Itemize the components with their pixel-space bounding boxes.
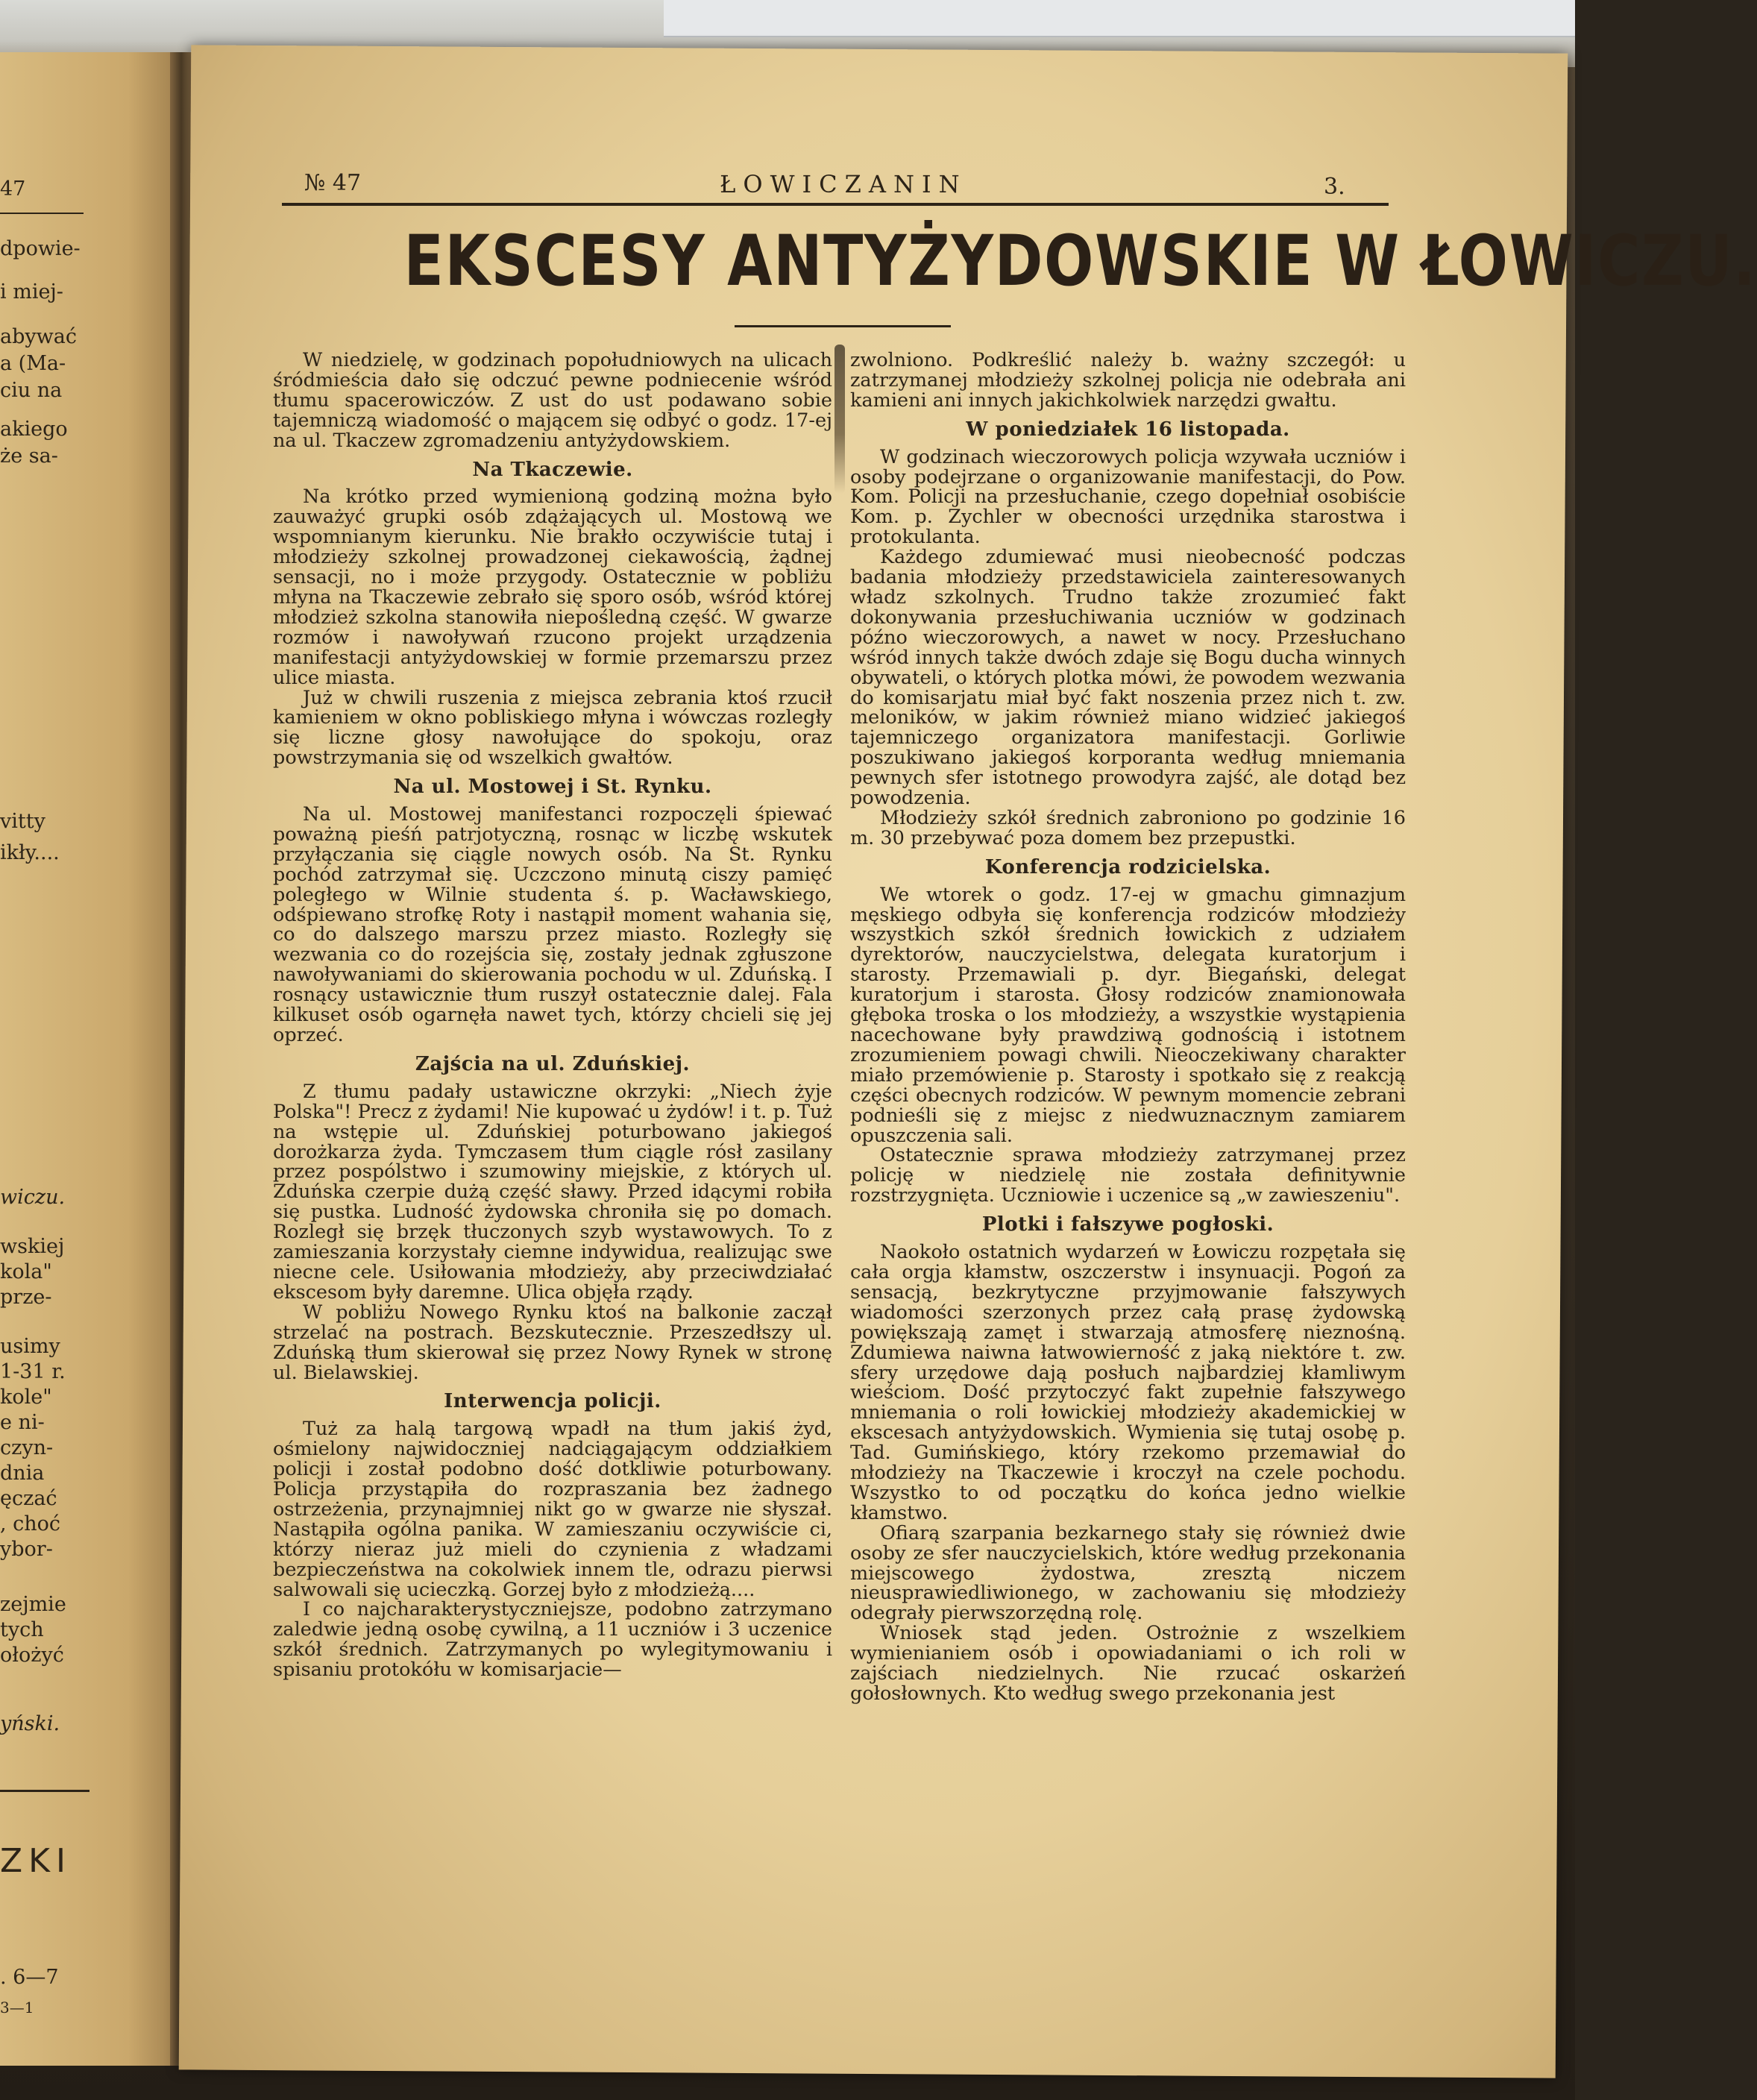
section-heading: W poniedziałek 16 listopada. xyxy=(966,418,1290,441)
paragraph: Na ul. Mostowej manifestanci rozpoczęli śpiewać poważną pieśń patrjotyczną, rosnąc w liczbę wskutek przyłączania się ciągle nowych osób. Na St. Rynku pochód zatrzymał się. Uczczono minutą ciszy pamięć poległego w Wilnie studenta ś. p. Wacławskiego, odśpiewano strofkę Roty i nastąpił moment wahania się, co do dalszego marszu przez miasto. Rozległy się wezwania co do rozejścia się, zostały jednak zgłuszone nawoływaniami do skierowania pochodu w ul. Zduńską. I rosnący ustawicznie tłum ruszył ostatecznie dalej. Fala kilkuset osób ogarnęła nawet tych, którzy chcieli się jej oprzeć. xyxy=(273,803,832,1046)
article-column-right xyxy=(850,350,1406,1704)
left-page-line: akiego xyxy=(0,418,68,441)
paragraph: Na krótko przed wymienioną godziną można było zauważyć grupki osób zdążających ul. Mostową we wspomnianym kierunku. Nie brakło oczywiście tutaj i młodzieży szkolnej prowadzonej ciekawością, żądnej sensacji, no i może przygody. Ostatecznie w pobliżu młyna na Tkaczewie zebrało się sporo osób, wśród której młodzież szkolna stanowiła niepośledną część. W gwarze rozmów i nawoływań rzucono projekt urządzenia manifestacji antyżydowskiej w formie przemarszu przez ulice miasta. xyxy=(273,485,832,689)
previous-page xyxy=(0,52,183,2066)
newspaper-title: ŁOWICZANIN xyxy=(720,170,967,198)
paragraph: Każdego zdumiewać musi nieobecność podczas badania młodzieży przedstawiciela zainteresowanych władz szkolnych. Trudno także zrozumieć fakt dokonywania przesłuchiwania uczniów w godzinach późno wieczorowych, a nawet w nocy. Przesłuchano wśród innych także dwóch zdaje się Bogu ducha winnych obywateli, o których plotka mówi, że powodem wezwania do komisarjatu miał być fakt noszenia przez nich t. zw. meloników, w jakim również miano widzieć jakiegoś tajemniczego organizatora manifestacji. Gorliwie poszukiwano jakiegoś korporanta według mniemania pewnych sfer istotnego prowodyra zajść, ale dotąd bez powodzenia. xyxy=(850,546,1406,810)
left-page-line: kole" xyxy=(0,1386,52,1409)
left-page-line: że sa- xyxy=(0,444,58,468)
section-heading: Zajścia na ul. Zduńskiej. xyxy=(415,1052,691,1075)
paragraph: We wtorek o godz. 17-ej w gmachu gimnazjum męskiego odbyła się konferencja rodziców młodzieży wszystkich szkół średnich łowickich z udziałem dyrektorów, nauczycielstwa, delegata kuratorjum i starosty. Przemawiali p. dyr. Biegański, delegat kuratorjum i starosta. Głosy rodziców znamionowała głęboka troska o los młodzieży, a wszystkie wystąpienia nacechowane były prawdziwą godnością i istotnem zrozumieniem powagi chwili. Nieoczekiwany charakter miało przemówienie p. Starosty i spotkało się z reakcją części obecnych rodziców. W pewnym momencie zebrani podnieśli się z miejsc z niedwuznacznym zamiarem opuszczenia sali. xyxy=(850,883,1406,1147)
paragraph: W niedzielę, w godzinach popołudniowych na ulicach śródmieścia dało się odczuć pewne podniecenie wśród tłumu spacerowiczów. Z ust do ust podawano sobie tajemniczą wiadomość o mającem się odbyć o godz. 17-ej na ul. Tkaczew zgromadzeniu antyżydowskiem. xyxy=(273,349,832,452)
section-heading: Plotki i fałszywe pogłoski. xyxy=(981,1213,1274,1236)
left-page-line: prze- xyxy=(0,1286,52,1309)
left-page-line: ciu na xyxy=(0,379,63,402)
left-page-line: 3—1 xyxy=(0,1999,34,2016)
left-page-line: 1-31 r. xyxy=(0,1360,66,1383)
left-page-line: ikły.... xyxy=(0,841,60,864)
left-page-line: tych xyxy=(0,1618,44,1641)
paragraph: zwolniono. Podkreślić należy b. ważny szczegół: u zatrzymanej młodzieży szkolnej policja nie odebrała ani kamieni ani innych jakichkolwiek narzędzi gwałtu. xyxy=(850,349,1406,412)
section-heading: Interwencja policji. xyxy=(444,1390,661,1413)
left-page-line: dpowie- xyxy=(0,237,81,260)
section-heading: Na Tkaczewie. xyxy=(472,458,633,481)
paragraph: Ofiarą szarpania bezkarnego stały się również dwie osoby ze sfer nauczycielskich, które według przekonania miejscowego żydostwa, zresztą niczem nieusprawiedliwionego, w zachowaniu się młodzieży odegrały pierwszorzędną rolę. xyxy=(850,1521,1406,1625)
left-page-line: zejmie xyxy=(0,1593,66,1616)
paragraph: W pobliżu Nowego Rynku ktoś na balkonie zaczął strzelać na postrach. Bezskutecznie. Przeszedłszy ul. Zduńską tłum skierował się przez Nowy Rynek w stronę ul. Bielawskiej. xyxy=(273,1301,832,1384)
left-page-line: vitty xyxy=(0,810,45,833)
headline-rule xyxy=(735,325,951,327)
issue-number: № 47 xyxy=(304,170,362,196)
left-page-line: 47 xyxy=(0,177,26,201)
left-page-heading: ZKI xyxy=(0,1842,72,1880)
left-page-rule xyxy=(0,1790,89,1792)
left-page-line: ybor- xyxy=(0,1538,53,1561)
article-column-left xyxy=(273,350,832,1680)
left-page-line: wiczu. xyxy=(0,1186,66,1209)
paragraph: Naokoło ostatnich wydarzeń w Łowiczu rozpętała się cała orgja kłamstw, oszczerstw i insynuacji. Pogoń za sensacją, bezkrytyczne przyjmowanie fałszywych wiadomości szerzonych przez całą prasę żydowską powiększają zamęt i stwarzają atmosferę nieznośną. Zdumiewa naiwna łatwowierność z jaką niektóre t. zw. sfery urzędowe dają posłuch najbardziej kłamliwym wieściom. Dość przytoczyć fakt zupełnie fałszywego mniemania o roli łowickiej młodzieży akademickiej w ekscesach antyżydowskich. Wymienia się tutaj osobę p. Tad. Gumińskiego, który rzekomo przemawiał do młodzieży na Tkaczewie i kroczył na czele pochodu. Wszystko to od początku do końca jedno wielkie kłamstwo. xyxy=(850,1241,1406,1524)
left-page-line: wskiej xyxy=(0,1235,65,1258)
paragraph: Tuż za halą targową wpadł na tłum jakiś żyd, ośmielony najwidoczniej nadciągającym oddziałkiem policji i został podobno dość dotkliwie poturbowany. Policja przystąpiła do rozpraszania bez żadnego ostrzeżenia, przynajmniej nikt go w gwarze nie słyszał. Nastąpiła ogólna panika. W zamieszaniu oczywiście ci, którzy nieraz już mieli do czynienia z władzami bezpieczeństwa na cokolwiek innem tle, odrazu pierwsi salwowali się ucieczką. Gorzej było z młodzieżą.... xyxy=(273,1418,832,1601)
section-heading: Na ul. Mostowej i St. Rynku. xyxy=(393,776,712,799)
paragraph: Z tłumu padały ustawiczne okrzyki: „Niech żyje Polska"! Precz z żydami! Nie kupować u żydów! i t. p. Tuż na wstępie ul. Zduńskiej poturbowano jakiegoś dorożkarza żyda. Tymczasem tłum ciągle rósł zasilany przez pospólstwo i szumowiny miejskie, z których ul. Zduńska czerpie dużą część sławy. Przed idącymi robiła się pustka. Ludność żydowska chroniła się po domach. Rozległ się brzęk tłuczonych szyb wystawowych. To z zamieszania korzystały ciemne indywidua, realizując swe niecne cele. Usiłowania młodzieży, aby przeciwdziałać ekscesom były daremne. Ulica objęła rządy. xyxy=(273,1080,832,1304)
left-page-line: . 6—7 xyxy=(0,1966,59,1989)
section-heading: Konferencja rodzicielska. xyxy=(984,855,1272,878)
paragraph: Ostatecznie sprawa młodzieży zatrzymanej przez policję w niedzielę nie została definitywnie rozstrzygnięta. Uczniowie i uczenice są „w zawieszeniu". xyxy=(850,1144,1406,1207)
paragraph: W godzinach wieczorowych policja wzywała uczniów i osoby podejrzane o organizowanie manifestacji, do Pow. Kom. Policji na przesłuchanie, czego dopełniał osobiście Kom. p. Zychler w obecności urzędnika starostwa i protokulanta. xyxy=(850,445,1406,549)
left-page-line: ołożyć xyxy=(0,1644,64,1667)
left-page-line: yński. xyxy=(0,1712,60,1735)
left-page-line: kola" xyxy=(0,1260,52,1283)
left-page-rule xyxy=(0,213,84,214)
left-page-line: i miej- xyxy=(0,280,63,304)
ink-smudge xyxy=(835,345,845,494)
left-page-line: usimy xyxy=(0,1335,60,1358)
paragraph: Młodzieży szkół średnich zabroniono po godzinie 16 m. 30 przebywać poza domem bez przepustki. xyxy=(850,806,1406,849)
left-page-line: e ni- xyxy=(0,1411,45,1434)
paragraph: Już w chwili ruszenia z miejsca zebrania ktoś rzucił kamieniem w okno pobliskiego młyna i wówczas rozległy się liczne głosy nawołujące do spokoju, oraz powstrzymania się od wszelkich gwałtów. xyxy=(273,686,832,770)
left-page-line: czyn- xyxy=(0,1436,54,1459)
left-page-line: , choć xyxy=(0,1512,61,1535)
paragraph: Wniosek stąd jeden. Ostrożnie z wszelkiem wymienianiem osób i opowiadaniami o ich roli w zajściach niedzielnych. Nie rzucać oskarżeń gołosłownych. Kto według swego przekonania jest xyxy=(850,1622,1406,1705)
paper-sheet-edge xyxy=(664,0,1575,37)
paragraph: I co najcharakterystyczniejsze, podobno zatrzymano zaledwie jedną osobę cywilną, a 11 uczniów i 3 uczenice szkół średnich. Zatrzymanych po wylegitymowaniu i spisaniu protokółu w komisarjacie— xyxy=(273,1598,832,1682)
page-number: 3. xyxy=(1324,174,1345,200)
left-page-line: ęczać xyxy=(0,1487,57,1510)
header-rule xyxy=(282,203,1389,206)
left-page-line: dnia xyxy=(0,1462,45,1485)
article-headline: EKSCESY ANTYŻYDOWSKIE W ŁOWICZU. xyxy=(403,221,1757,302)
left-page-line: abywać xyxy=(0,325,77,348)
left-page-line: a (Ma- xyxy=(0,352,66,375)
